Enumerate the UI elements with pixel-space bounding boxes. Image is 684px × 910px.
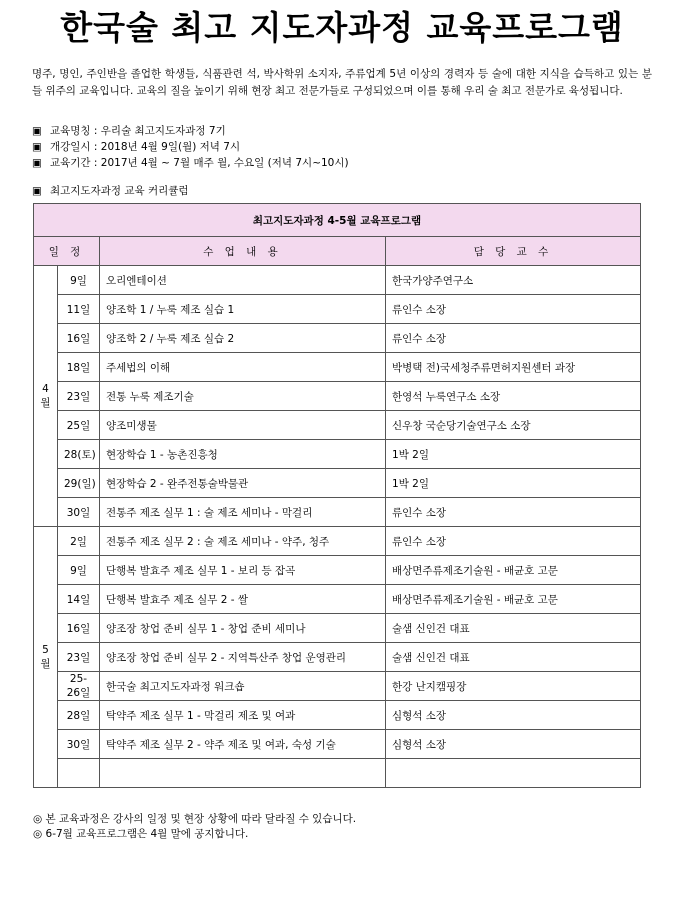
table-row (34, 556, 641, 585)
square-bullet-icon: ▣ (32, 185, 42, 197)
professor-cell: 박병택 전)국세청주류면허지원센터 과장 (386, 353, 641, 382)
table-row (34, 382, 641, 411)
content-cell: 주세법의 이해 (100, 353, 386, 382)
square-bullet-icon: ▣ (32, 125, 42, 137)
day-cell: 23일 (58, 382, 100, 411)
month-cell: 4월 (34, 266, 58, 527)
table-row (34, 672, 641, 701)
info-line-start (32, 140, 240, 155)
content-cell: 한국술 최고지도자과정 워크숍 (100, 672, 386, 701)
info-line-name (32, 124, 226, 139)
may-section (34, 527, 641, 788)
table-row (34, 701, 641, 730)
table-row (34, 498, 641, 527)
day-cell: 25일 (58, 411, 100, 440)
day-cell: 23일 (58, 643, 100, 672)
april-section (34, 266, 641, 527)
day-cell: 16일 (58, 614, 100, 643)
content-cell: 현장학습 1 - 농촌진흥청 (100, 440, 386, 469)
day-cell: 16일 (58, 324, 100, 353)
day-cell: 28일 (58, 701, 100, 730)
professor-cell: 심형석 소장 (386, 730, 641, 759)
square-bullet-icon: ▣ (32, 157, 42, 169)
square-bullet-icon: ▣ (32, 141, 42, 153)
content-cell: 양조학 2 / 누룩 제조 실습 2 (100, 324, 386, 353)
professor-cell: 술샘 신인건 대표 (386, 643, 641, 672)
content-cell (100, 759, 386, 788)
professor-cell: 한영석 누룩연구소 소장 (386, 382, 641, 411)
info-text: 교육명칭 : 우리술 최고지도자과정 7기 (50, 125, 226, 137)
professor-cell: 심형석 소장 (386, 701, 641, 730)
professor-cell: 술샘 신인건 대표 (386, 614, 641, 643)
day-cell: 29(일) (58, 469, 100, 498)
table-row (34, 730, 641, 759)
professor-cell: 류인수 소장 (386, 295, 641, 324)
content-cell: 양조장 창업 준비 실무 1 - 창업 준비 세미나 (100, 614, 386, 643)
table-row (34, 585, 641, 614)
day-cell (58, 759, 100, 788)
notes (33, 812, 356, 842)
header-content: 수 업 내 용 (100, 237, 386, 266)
table-row (34, 643, 641, 672)
day-cell: 11일 (58, 295, 100, 324)
content-cell: 단행복 발효주 제조 실무 1 - 보리 등 잡곡 (100, 556, 386, 585)
table-row (34, 440, 641, 469)
table-row (34, 411, 641, 440)
content-cell: 오리엔테이션 (100, 266, 386, 295)
double-circle-bullet-icon: ◎ (33, 813, 43, 825)
content-cell: 전통주 제조 실무 2 : 술 제조 세미나 - 약주, 청주 (100, 527, 386, 556)
note-item (33, 812, 356, 827)
table-title: 최고지도자과정 4-5월 교육프로그램 (34, 204, 641, 237)
info-text: 개강일시 : 2018년 4월 9일(월) 저녁 7시 (50, 141, 241, 153)
table-row (34, 266, 641, 295)
table-row (34, 295, 641, 324)
table-row (34, 353, 641, 382)
note-text: 본 교육과정은 강사의 일정 및 현장 상황에 따라 달라질 수 있습니다. (45, 813, 357, 825)
content-cell: 단행복 발효주 제조 실무 2 - 쌀 (100, 585, 386, 614)
day-cell: 14일 (58, 585, 100, 614)
curriculum-heading (32, 184, 189, 199)
table-row (34, 469, 641, 498)
day-cell: 25-26일 (58, 672, 100, 701)
professor-cell: 1박 2일 (386, 440, 641, 469)
table-row (34, 614, 641, 643)
professor-cell: 배상면주류제조기술원 - 배균호 고문 (386, 556, 641, 585)
note-item (33, 827, 356, 842)
curriculum-heading-text: 최고지도자과정 교육 커리큘럼 (50, 185, 189, 197)
header-professor: 담 당 교 수 (386, 237, 641, 266)
professor-cell: 류인수 소장 (386, 324, 641, 353)
content-cell: 양조장 창업 준비 실무 2 - 지역특산주 창업 운영관리 (100, 643, 386, 672)
note-text: 6-7월 교육프로그램은 4월 말에 공지합니다. (45, 828, 249, 840)
day-cell: 18일 (58, 353, 100, 382)
schedule-table (33, 203, 641, 788)
table-row (34, 324, 641, 353)
content-cell: 전통주 제조 실무 1 : 술 제조 세미나 - 막걸리 (100, 498, 386, 527)
table-header-row (34, 237, 641, 266)
day-cell: 9일 (58, 266, 100, 295)
content-cell: 현장학습 2 - 완주전통술박물관 (100, 469, 386, 498)
day-cell: 2일 (58, 527, 100, 556)
professor-cell: 류인수 소장 (386, 527, 641, 556)
professor-cell: 한강 난지캠핑장 (386, 672, 641, 701)
content-cell: 양조미생물 (100, 411, 386, 440)
page-title: 한국술 최고 지도자과정 교육프로그램 (60, 8, 624, 47)
table-row (34, 759, 641, 788)
day-cell: 9일 (58, 556, 100, 585)
professor-cell (386, 759, 641, 788)
table-row (34, 527, 641, 556)
professor-cell: 1박 2일 (386, 469, 641, 498)
double-circle-bullet-icon: ◎ (33, 828, 43, 840)
day-cell: 30일 (58, 498, 100, 527)
professor-cell: 배상면주류제조기술원 - 배균호 고문 (386, 585, 641, 614)
month-cell: 5월 (34, 527, 58, 788)
day-cell: 30일 (58, 730, 100, 759)
content-cell: 전통 누룩 제조기술 (100, 382, 386, 411)
content-cell: 탁약주 제조 실무 2 - 약주 제조 및 여과, 숙성 기술 (100, 730, 386, 759)
info-text: 교육기간 : 2017년 4월 ~ 7월 매주 월, 수요일 (저녁 7시~10시) (50, 157, 349, 169)
intro-paragraph: 명주, 명인, 주인반을 졸업한 학생들, 식품관련 석, 박사학위 소지자, 주류업계 5년 이상의 경력자 등 술에 대한 지식을 습득하고 있는 분들 위주의 교육입니다. 교육의 질을 높이기 위해 현장 최고 전문가들로 구성되었으며 이를 통해 우리 술 최고 전문가로 육성됩니다. (32, 68, 652, 97)
professor-cell: 류인수 소장 (386, 498, 641, 527)
professor-cell: 신우창 국순당기술연구소 소장 (386, 411, 641, 440)
content-cell: 양조학 1 / 누룩 제조 실습 1 (100, 295, 386, 324)
info-line-period (32, 156, 349, 171)
professor-cell: 한국가양주연구소 (386, 266, 641, 295)
header-date: 일 정 (34, 237, 100, 266)
day-cell: 28(토) (58, 440, 100, 469)
content-cell: 탁약주 제조 실무 1 - 막걸리 제조 및 여과 (100, 701, 386, 730)
